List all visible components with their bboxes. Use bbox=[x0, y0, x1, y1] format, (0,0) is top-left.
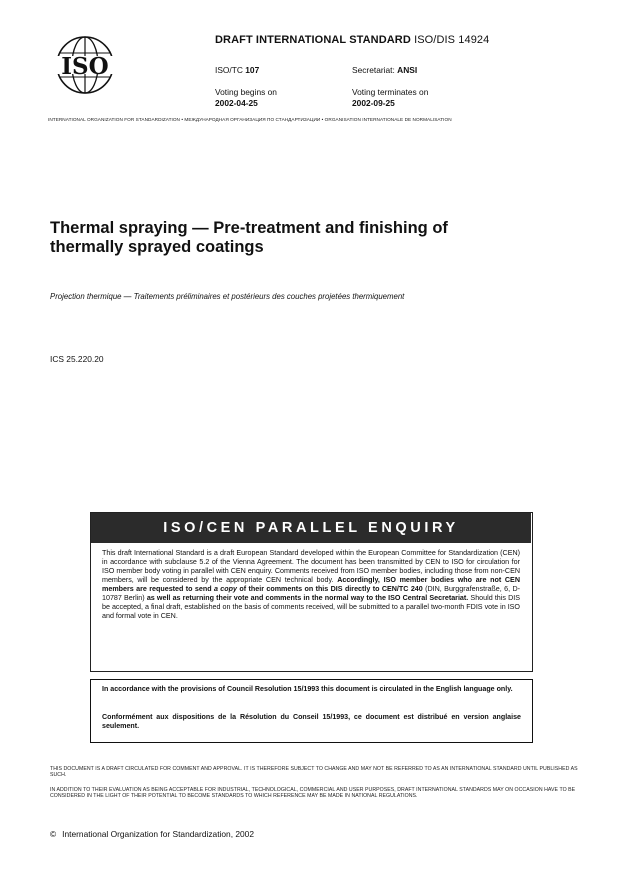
enquiry-p2: (DIN, Burggrafenstraße, 6, D-10787 Berlin) bbox=[102, 584, 520, 602]
enquiry-p3: Should this DIS be accepted, a final draft, established on the basis of comments received, will be submitted to a parallel two-month FDIS vote in ISO and formal vote in CEN. bbox=[102, 593, 520, 620]
draft-label: DRAFT INTERNATIONAL STANDARD bbox=[215, 34, 411, 46]
draft-notice: THIS DOCUMENT IS A DRAFT CIRCULATED FOR COMMENT AND APPROVAL. IT IS THEREFORE SUBJECT TO CHANGE AND MAY NOT BE REFERRED TO AS AN INTERNATIONAL STANDARD UNTIL PUBLISHED AS SUCH. bbox=[50, 766, 578, 779]
resolution-english: In accordance with the provisions of Council Resolution 15/1993 this document is circulated in the English language only. bbox=[102, 685, 513, 693]
evaluation-notice: IN ADDITION TO THEIR EVALUATION AS BEING ACCEPTABLE FOR INDUSTRIAL, TECHNOLOGICAL, COMMERCIAL AND USER PURPOSES, DRAFT INTERNATIONAL STANDARDS MAY ON OCCASION HAVE TO BE CONSIDERED IN THE LIGHT OF THEIR POTENTIAL TO BECOME STANDARDS TO WHICH REFERENCE MAY BE MADE IN NATIONAL REGULATIONS. bbox=[50, 787, 576, 800]
document-title bbox=[50, 219, 550, 257]
voting-ends bbox=[352, 87, 428, 108]
voting-begins-date: 2002-04-25 bbox=[215, 97, 258, 108]
enquiry-b2: of their comments on this DIS directly to CEN/TC 240 bbox=[236, 584, 423, 593]
iso-logo bbox=[50, 34, 120, 96]
resolution-french: Conformément aux dispositions de la Résolution du Conseil 15/1993, ce document est distribué en version anglaise seulement. bbox=[102, 713, 521, 730]
french-title: Projection thermique — Traitements préliminaires et postérieurs des couches projetées thermiquement bbox=[50, 292, 405, 301]
title-line-1: Thermal spraying — Pre-treatment and finishing of bbox=[50, 219, 448, 237]
enquiry-b3: as well as returning their vote and comments in the normal way to the ISO Central Secretariat. bbox=[146, 593, 469, 602]
secretariat-label: Secretariat: bbox=[352, 65, 395, 75]
tc-number: 107 bbox=[245, 65, 260, 75]
voting-begins-label: Voting begins on bbox=[215, 87, 277, 97]
voting-ends-label: Voting terminates on bbox=[352, 87, 429, 97]
title-line-2: thermally sprayed coatings bbox=[50, 238, 264, 256]
voting-begins bbox=[215, 87, 277, 108]
document-type bbox=[215, 34, 489, 46]
enquiry-b1: Accordingly, ISO member bodies who are not CEN members are requested to send bbox=[102, 575, 520, 593]
ics-code: ICS 25.220.20 bbox=[50, 354, 104, 364]
tc-label: ISO/TC bbox=[215, 65, 243, 75]
enquiry-text bbox=[102, 549, 520, 621]
copyright-symbol: © bbox=[50, 829, 57, 839]
iso-logo-text: ISO bbox=[61, 53, 109, 80]
copyright bbox=[50, 829, 260, 839]
secretariat-value: ANSI bbox=[397, 65, 418, 75]
enquiry-b1-em: a copy bbox=[213, 584, 237, 593]
organization-names: INTERNATIONAL ORGANIZATION FOR STANDARDIZATION • МЕЖДУНАРОДНАЯ ОРГАНИЗАЦИЯ ПО СТАНДАРТИЗАЦИИ • ORGANISATION INTERNATIONALE DE NORMALISATION bbox=[48, 117, 452, 122]
secretariat-line bbox=[352, 65, 417, 76]
tc-line bbox=[215, 65, 259, 76]
doc-number: ISO/DIS 14924 bbox=[414, 34, 490, 46]
enquiry-heading: ISO/CEN PARALLEL ENQUIRY bbox=[91, 513, 531, 543]
voting-ends-date: 2002-09-25 bbox=[352, 97, 395, 108]
copyright-text: International Organization for Standardization, 2002 bbox=[62, 829, 254, 839]
enquiry-p1: This draft International Standard is a draft European Standard developed within the European Committee for Standardization (CEN) in accordance with subclause 5.2 of the Vienna Agreement. The document has been transmitted by CEN to ISO for circulation for ISO member body voting in parallel with CEN enquiry. Comments received from ISO member bodies, including those from non-CEN members, will be considered by the appropriate CEN technical body. bbox=[102, 549, 520, 584]
